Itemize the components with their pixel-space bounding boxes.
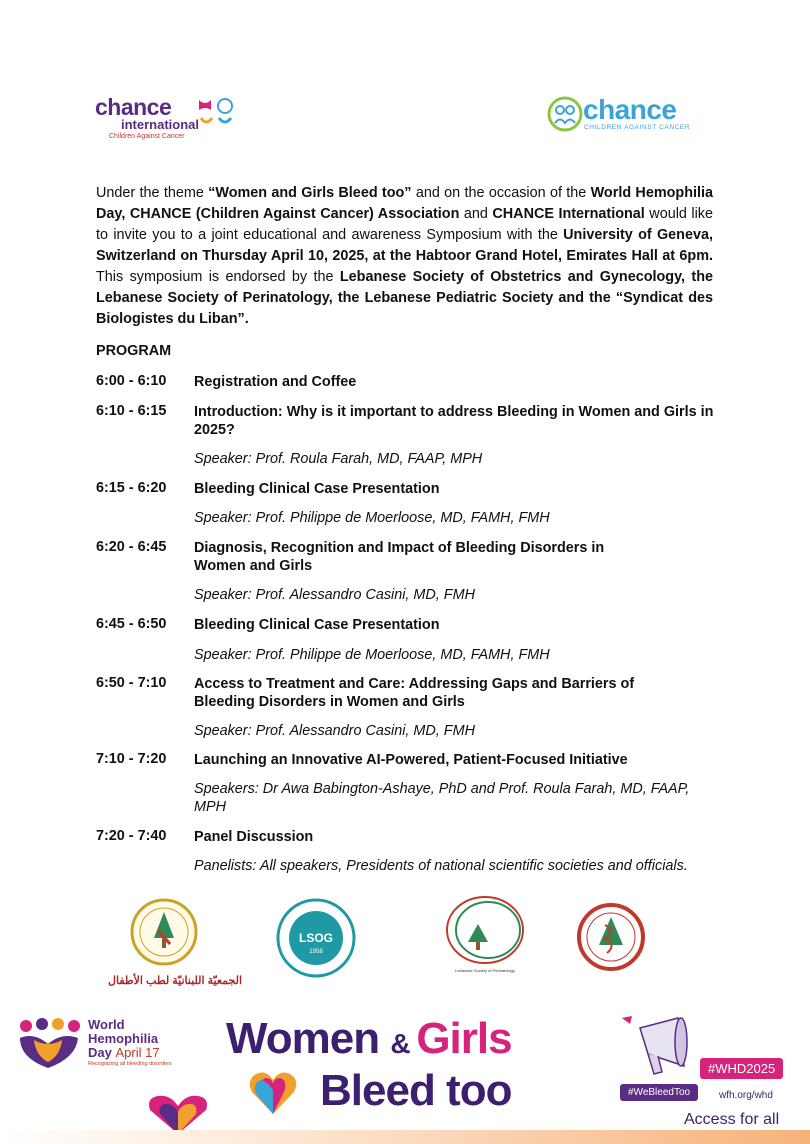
program-title: Bleeding Clinical Case Presentation — [194, 617, 440, 633]
program-time: 6:20 - 6:45 — [96, 539, 167, 555]
program-speaker: Speaker: Prof. Philippe de Moerloose, MD, FAMH, FMH — [194, 510, 550, 526]
whd-day: Day — [88, 1045, 116, 1060]
intro-endorsers: Lebanese Society of Obstetrics and Gynecology, the Lebanese Society of Perinatology, the Lebanese Pediatric Society and the “Syndicat des Biologistes du Liban”. — [96, 269, 713, 327]
whd-line2: Hemophilia — [88, 1031, 159, 1046]
logo-left-line2: international — [121, 117, 200, 132]
intro-text: This symposium is endorsed by the — [96, 269, 340, 285]
program-title: Panel Discussion — [194, 829, 314, 845]
intro-text: and — [459, 206, 493, 222]
whd-people-icon — [16, 1018, 82, 1070]
bottom-gradient-stripe — [0, 1130, 810, 1144]
lsog-year: 1958 — [309, 949, 323, 955]
program-time: 7:20 - 7:40 — [96, 828, 167, 844]
program-time: 6:15 - 6:20 — [96, 480, 167, 496]
whd-line1: World — [88, 1017, 125, 1032]
headline-amp: & — [390, 1028, 417, 1059]
logo-right-name: chance — [583, 94, 677, 125]
pediatric-society-arabic-name: الجمعيّة اللبنانيّة لطب الأطفال — [107, 975, 243, 987]
program-title: Access to Treatment and Care: Addressing Gaps and Barriers of Bleeding Disorders in Women and Girls — [194, 676, 635, 710]
program-title: Introduction: Why is it important to address Bleeding in Women and Girls in 2025? — [194, 404, 714, 438]
program-time: 6:10 - 6:15 — [96, 403, 167, 419]
program-title: Bleeding Clinical Case Presentation — [194, 481, 440, 497]
chance-international-logo — [95, 96, 255, 146]
program-time: 6:00 - 6:10 — [96, 373, 167, 389]
lsog-label: LSOG — [298, 931, 334, 945]
whd-date: April 17 — [115, 1045, 160, 1060]
hashtag-webleedtoo: #WeBleedToo — [620, 1084, 698, 1101]
heart-icon — [248, 1070, 298, 1116]
perinatology-society-logo — [440, 894, 530, 976]
access-for-all: Access for all — [684, 1111, 780, 1128]
program-title: Launching an Innovative AI-Powered, Patient-Focused Initiative — [194, 752, 628, 768]
children-icon — [547, 96, 583, 132]
headline-women: Women — [226, 1014, 391, 1063]
program-speaker: Panelists: All speakers, Presidents of national scientific societies and officials. — [194, 858, 688, 874]
hashtag-whd2025: #WHD2025 — [700, 1058, 783, 1079]
whd-line3 — [88, 1046, 160, 1060]
megaphone-icon — [618, 1014, 698, 1082]
wfh-url[interactable]: wfh.org/whd — [719, 1090, 773, 1101]
logo-left-line3: Children Against Cancer — [109, 133, 185, 140]
program-speaker: Speaker: Prof. Roula Farah, MD, FAAP, MPH — [194, 451, 483, 467]
logo-right-tagline: CHILDREN AGAINST CANCER — [584, 124, 691, 131]
chance-logo — [547, 96, 707, 138]
lebanese-pediatric-society-logo — [130, 898, 198, 966]
syndicat-biologistes-logo — [577, 901, 645, 973]
program-time: 6:50 - 7:10 — [96, 675, 167, 691]
intro-organizer: CHANCE International — [492, 206, 645, 222]
perinatology-label: Lebanese Society of Perinatology — [455, 968, 515, 973]
program-speaker: Speakers: Dr Awa Babington-Ashaye, PhD and Prof. Roula Farah, MD, FAAP, MPH — [194, 781, 690, 815]
lsog-logo — [276, 898, 356, 978]
program-speaker: Speaker: Prof. Alessandro Casini, MD, FMH — [194, 587, 475, 603]
program-heading: PROGRAM — [96, 343, 172, 359]
headline-line2: Bleed too — [320, 1066, 512, 1115]
intro-venue: University of Geneva, Switzerland on Thursday April 10, 2025, at the Habtoor Grand Hotel, Emirates Hall at 6pm. — [96, 227, 713, 264]
whd-subtitle: Recognizing all bleeding disorders — [88, 1061, 172, 1067]
headline-line1 — [226, 1014, 512, 1069]
program-speaker: Speaker: Prof. Alessandro Casini, MD, FMH — [194, 723, 475, 739]
program-speaker: Speaker: Prof. Philippe de Moerloose, MD, FAMH, FMH — [194, 647, 550, 663]
invitation-paragraph — [96, 183, 713, 330]
bottom-heart-icon — [146, 1094, 210, 1134]
intro-organizer: World Hemophilia Day, CHANCE (Children Against Cancer) Association — [96, 185, 713, 222]
intro-theme: “Women and Girls Bleed too” — [208, 185, 412, 201]
headline-girls: Girls — [416, 1014, 512, 1063]
intro-text: and on the occasion of the — [411, 185, 591, 201]
logo-left-line1: chance — [95, 94, 172, 120]
smiley-faces-icon — [195, 96, 237, 130]
program-title: Diagnosis, Recognition and Impact of Bleeding Disorders in Women and Girls — [194, 540, 605, 574]
intro-text: would like to invite you to a joint educational and awareness Symposium with the — [96, 206, 713, 243]
whd-title — [88, 1018, 160, 1060]
program-time: 7:10 - 7:20 — [96, 751, 167, 767]
intro-text: Under the theme — [96, 185, 209, 201]
program-time: 6:45 - 6:50 — [96, 616, 167, 632]
program-title: Registration and Coffee — [194, 374, 357, 390]
